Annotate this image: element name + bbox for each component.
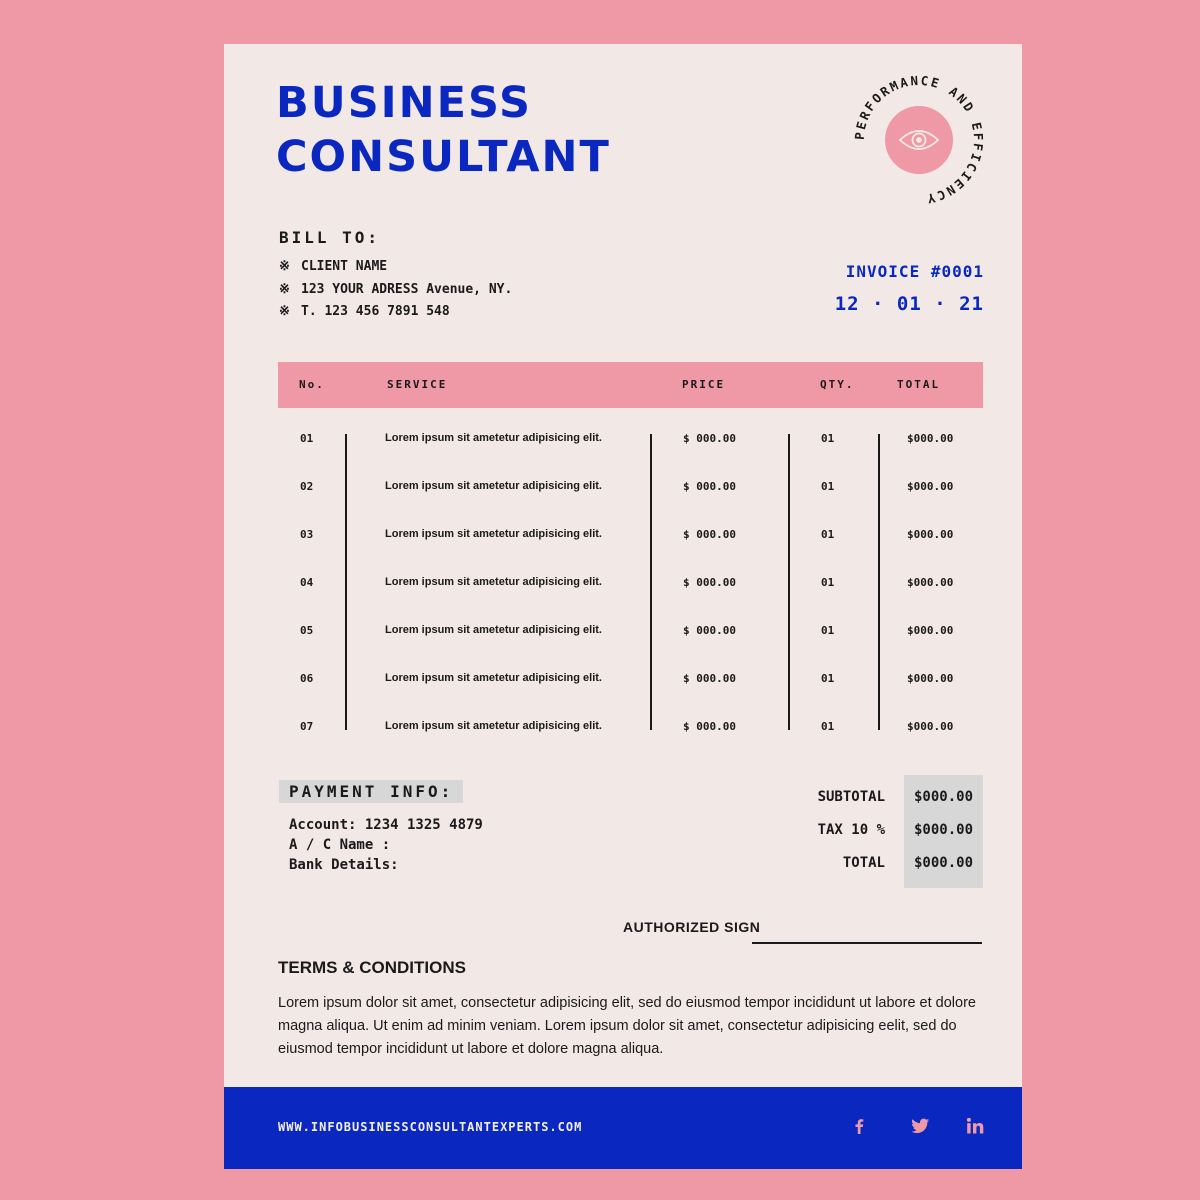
invoice-page — [224, 44, 1022, 1169]
header-total: TOTAL — [897, 378, 941, 391]
table-row — [278, 528, 983, 548]
tax-label: TAX 10 % — [817, 822, 885, 838]
row-qty: 01 — [821, 432, 835, 445]
row-service: Lorem ipsum sit ametetur adipisicing elit. — [385, 480, 602, 492]
row-total: $000.00 — [907, 576, 954, 589]
header-no: No. — [299, 378, 325, 391]
bullet-mark: ※ — [279, 281, 290, 297]
total-label: TOTAL — [842, 855, 885, 871]
table-row — [278, 432, 983, 452]
row-total: $000.00 — [907, 720, 954, 733]
bullet-mark: ※ — [279, 304, 290, 319]
row-qty: 01 — [821, 576, 835, 589]
terms-body: Lorem ipsum dolor sit amet, consectetur adipisicing elit, sed do eiusmod tempor incididunt ut labore et dolore magna aliqua. Ut enim ad minim veniam. Lorem ipsum dolor sit amet, consectetur adipisicing eelit, sed do eiusmod tempor incididunt ut labore et dolore magna aliqua. — [278, 995, 976, 1057]
payment-heading: PAYMENT INFO: — [279, 780, 463, 803]
row-qty: 01 — [821, 672, 835, 685]
invoice-number: INVOICE #0001 — [845, 262, 984, 281]
header-qty: QTY. — [820, 378, 855, 391]
row-no: 03 — [300, 528, 314, 541]
row-price: $ 000.00 — [683, 432, 736, 445]
row-price: $ 000.00 — [683, 528, 736, 541]
invoice-meta — [835, 262, 984, 315]
row-total: $000.00 — [907, 528, 954, 541]
row-no: 05 — [300, 624, 314, 637]
tax-value: $000.00 — [914, 822, 974, 838]
client-address: ※ 123 YOUR ADRESS Avenue, NY. — [279, 279, 512, 302]
linkedin-icon[interactable] — [964, 1115, 986, 1137]
twitter-icon[interactable] — [909, 1115, 931, 1137]
row-service: Lorem ipsum sit ametetur adipisicing elit. — [385, 576, 602, 588]
row-no: 01 — [300, 432, 314, 445]
payment-info — [279, 780, 483, 875]
header-service: SERVICE — [387, 378, 448, 391]
row-no: 04 — [300, 576, 314, 589]
row-price: $ 000.00 — [683, 720, 736, 733]
row-total: $000.00 — [907, 480, 954, 493]
facebook-icon[interactable] — [848, 1115, 870, 1137]
row-qty: 01 — [821, 480, 835, 493]
website-link[interactable]: WWW.INFOBUSINESSCONSULTANTEXPERTS.COM — [278, 1120, 583, 1134]
table-row — [278, 624, 983, 644]
row-price: $ 000.00 — [683, 576, 736, 589]
invoice-date: 12 · 01 · 21 — [834, 293, 984, 315]
table-row — [278, 720, 983, 740]
signature-line — [752, 942, 982, 944]
total-value: $000.00 — [914, 855, 974, 871]
badge-text: PERFORMANCE AND EFFICIENCY — [851, 72, 987, 207]
company-title — [276, 76, 611, 184]
row-total: $000.00 — [907, 624, 954, 637]
subtotal-label: SUBTOTAL — [817, 789, 885, 805]
bill-to-heading: BILL TO: — [279, 228, 381, 247]
row-qty: 01 — [821, 624, 835, 637]
row-no: 06 — [300, 672, 314, 685]
row-no: 02 — [300, 480, 314, 493]
title-line-1: BUSINESS — [276, 78, 533, 128]
terms-heading: TERMS & CONDITIONS — [278, 958, 466, 977]
row-no: 07 — [300, 720, 314, 733]
authorized-sign-label: AUTHORIZED SIGN — [623, 919, 761, 935]
row-service: Lorem ipsum sit ametetur adipisicing elit. — [385, 672, 602, 684]
row-qty: 01 — [821, 720, 835, 733]
row-price: $ 000.00 — [683, 672, 736, 685]
row-price: $ 000.00 — [683, 624, 736, 637]
subtotal-value: $000.00 — [914, 789, 974, 805]
row-service: Lorem ipsum sit ametetur adipisicing elit. — [385, 624, 602, 636]
row-service: Lorem ipsum sit ametetur adipisicing elit. — [385, 720, 602, 732]
payment-account: Account: 1234 1325 4879 — [289, 817, 483, 833]
bill-to-section — [279, 228, 512, 324]
table-row — [278, 480, 983, 500]
title-line-2: CONSULTANT — [276, 132, 611, 182]
invoice-table-body — [278, 414, 983, 734]
table-row — [278, 576, 983, 596]
row-total: $000.00 — [907, 672, 954, 685]
row-qty: 01 — [821, 528, 835, 541]
client-phone: ※ T. 123 456 7891 548 — [279, 301, 512, 324]
table-row — [278, 672, 983, 692]
payment-bank: Bank Details: — [289, 857, 399, 873]
performance-badge — [849, 70, 989, 210]
client-name: ※ CLIENT NAME — [279, 256, 512, 279]
header-price: PRICE — [682, 378, 726, 391]
table-header — [278, 362, 983, 408]
footer-bar — [224, 1087, 1022, 1169]
row-service: Lorem ipsum sit ametetur adipisicing elit. — [385, 432, 602, 444]
row-price: $ 000.00 — [683, 480, 736, 493]
payment-ac-name: A / C Name : — [289, 837, 391, 853]
row-total: $000.00 — [907, 432, 954, 445]
bullet-mark: ※ — [279, 259, 290, 274]
row-service: Lorem ipsum sit ametetur adipisicing elit. — [385, 528, 602, 540]
